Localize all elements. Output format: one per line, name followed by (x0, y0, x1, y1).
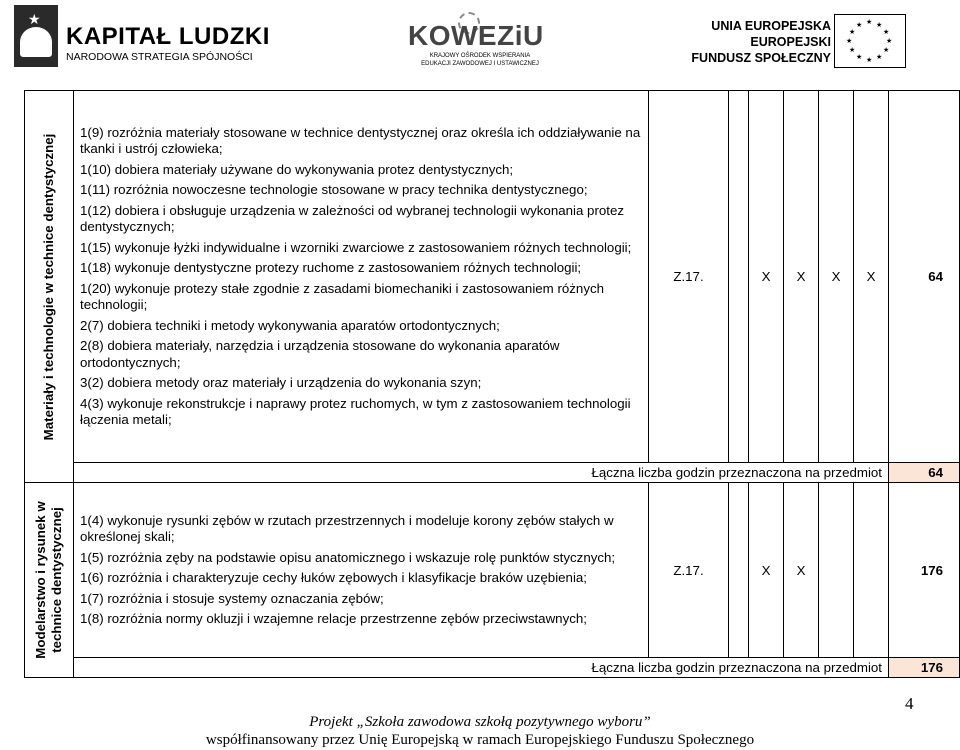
list-item: 1(11) rozróżnia nowoczesne technologie stosowane w pracy technika dentystycznego; (80, 182, 588, 197)
footer-project: Projekt „Szkoła zawodowa szkołą pozytywnego wyboru” (309, 714, 651, 730)
list-item: 2(7) dobiera techniki i metody wykonywania aparatów ortodontycznych; (80, 317, 500, 333)
koweziu-title: KOWEZiU (408, 20, 544, 51)
hours-value: 176 (889, 483, 960, 658)
list-item: 1(9) rozróżnia materiały stosowane w technice dentystycznej oraz określa ich oddziaływanie na tkanki i ustrój człowieka; (80, 124, 641, 156)
hours-value: 64 (889, 91, 960, 463)
class-mark: X (749, 483, 784, 658)
total-hours: 176 (889, 658, 960, 678)
total-hours: 64 (889, 463, 960, 483)
list-item: 1(20) wykonuje protezy stałe zgodnie z zasadami biomechaniki i zastosowaniem różnych technologii; (80, 280, 605, 312)
class-mark: X (854, 91, 889, 463)
list-item: 4(3) wykonuje rekonstrukcje i naprawy protez ruchomych, w tym z zastosowaniem technologii łączenia metali; (80, 395, 631, 427)
list-item: 1(18) wykonuje dentystyczne protezy ruchome z zastosowaniem różnych technologii; (80, 260, 582, 275)
qualification-code: Z.17. (649, 91, 729, 463)
effects-cell (74, 91, 649, 463)
subject-cell (25, 91, 74, 483)
footer-funding: współfinansowany przez Unię Europejską w ramach Europejskiego Funduszu Społecznego (205, 732, 755, 748)
subject-name: Materiały i technologie w technice dentystycznej (41, 133, 56, 440)
page-header (0, 0, 960, 80)
list-item: 3(2) dobiera metody oraz materiały i urządzenia do wykonania szyn; (80, 375, 482, 390)
effects-cell (74, 483, 649, 658)
total-label: Łączna liczba godzin przeznaczona na przedmiot (74, 658, 889, 678)
subject-cell (25, 483, 74, 678)
table-row (25, 483, 960, 658)
kapital-ludzki-title: KAPITAŁ LUDZKI (66, 23, 270, 50)
list-item: 2(8) dobiera materiały, narzędzia i urządzenia stosowane do wykonania aparatów ortodontycznych; (80, 338, 560, 370)
class-mark: X (819, 91, 854, 463)
eu-text (691, 18, 831, 66)
list-item: 1(10) dobiera materiały używane do wykonywania protez dentystycznych; (80, 161, 514, 177)
list-item: 1(6) rozróżnia i charakteryzuje cechy łuków zębowych i klasyfikacje braków uzębienia; (80, 570, 587, 585)
list-item: 1(15) wykonuje łyżki indywidualne i wzorniki zwarciowe z zastosowaniem różnych technologii; (80, 239, 632, 255)
koweziu-subtitle: KRAJOWY OŚRODEK WSPIERANIA EDUKACJI ZAWODOWEJ I USTAWICZNEJ (421, 53, 539, 67)
total-row (25, 658, 960, 678)
total-label: Łączna liczba godzin przeznaczona na przedmiot (74, 463, 889, 483)
curriculum-table (24, 90, 960, 678)
page-number: 4 (905, 694, 914, 713)
list-item: 1(8) rozróżnia normy okluzji i wzajemne relacje przestrzenne zębów przeciwstawnych; (80, 611, 587, 626)
eu-logo (676, 14, 946, 70)
list-item: 1(5) rozróżnia zęby na podstawie opisu anatomicznego i wskazuje rolę punktów stycznych; (80, 549, 616, 565)
eu-line-2: EUROPEJSKI (750, 35, 831, 49)
qualification-code: Z.17. (649, 483, 729, 658)
class-mark: X (784, 483, 819, 658)
class-mark: X (784, 91, 819, 463)
koweziu-logo (408, 12, 544, 70)
total-row (25, 463, 960, 483)
table-row (25, 91, 960, 463)
class-mark: X (749, 91, 784, 463)
eu-line-1: UNIA EUROPEJSKA (711, 19, 831, 33)
kapital-ludzki-logo (14, 5, 270, 67)
eu-line-3: FUNDUSZ SPOŁECZNY (691, 51, 831, 65)
kapital-ludzki-subtitle: NARODOWA STRATEGIA SPÓJNOŚCI (66, 51, 253, 63)
kapital-ludzki-emblem-icon: ★ (14, 5, 58, 67)
subject-name: Modelarstwo i rysunek w technice dentystycznej (33, 501, 64, 659)
list-item: 1(4) wykonuje rysunki zębów w rzutach przestrzennych i modeluje korony zębów stałych w określonej skali; (80, 512, 614, 544)
list-item: 1(12) dobiera i obsługuje urządzenia w zależności od wybranej technologii wykonania protez dentystycznych; (80, 202, 625, 234)
list-item: 1(7) rozróżnia i stosuje systemy oznaczania zębów; (80, 590, 384, 606)
eu-flag-icon: ★ ★ ★ ★ ★ ★ ★ ★ ★ ★ ★ ★ (834, 14, 906, 68)
